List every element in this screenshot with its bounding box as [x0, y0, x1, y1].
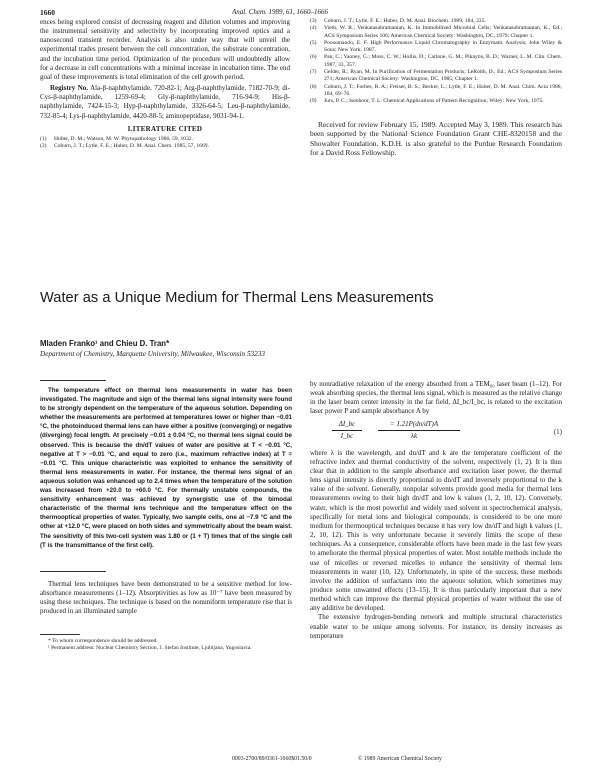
footer-copyright: © 1989 American Chemical Society	[358, 756, 442, 762]
reference-item: (3) Coburn, J. T.; Lytle, F. E.; Huber, D. M. Anal. Biochem. 1989, 184, 335.	[310, 18, 486, 24]
registry-text: Ala-β-naphthylamide, 720-82-1; Arg-β-naphthylamide, 7182-70-9; di-Cys-β-naphthylamide, 1259-69-4; Gly-β-naphthylamide, 716-94-9; His-β-naphthylamide, 7424-15-3; Hyp-β-naphthylamide, 3326-64-5; Leu-β-naphthylamide, 732-85-4; Lys-β-naphthylamide, 4420-88-5; aminopeptidase, 9031-94-1.	[40, 84, 290, 120]
footnote-correspondence: * To whom correspondence should be addressed.	[48, 638, 158, 644]
left-top-column	[40, 18, 290, 150]
reference-item: (7) Gelder, R.; Ryan, M. In Purification of Fermentation Products; LeRoith, D., Ed.; ACS Symposium Series 271; American Chemical Society: Washington, DC, 1985; Chapter 1.	[310, 69, 562, 83]
reference-item: (5) Poosomando, E. F. High Performance Liquid Chromatography in Enzymatic Analysis; John Wiley & Sons: New York, 1987.	[310, 39, 562, 54]
footnotes	[40, 638, 292, 652]
registry-paragraph	[40, 84, 290, 121]
literature-list-right	[310, 18, 562, 106]
introduction-left	[40, 580, 292, 617]
abstract-bottom-rule	[40, 571, 106, 572]
article-authors: Mladen Franko¹ and Chieu D. Tran*	[40, 339, 170, 348]
right-body-column	[310, 380, 562, 641]
abstract-top-rule	[40, 380, 106, 381]
literature-cited-heading: LITERATURE CITED	[127, 124, 203, 133]
reference-item: (4) Vieth, W. R.; Venkatasubramanian, K. In Immobilized Microbial Cells; Venkatasubramanian, K., Ed.; ACS Symposium Series 106; American Chemical Society: Washington, DC, 1979; Chapter 1.	[310, 25, 562, 39]
reference-item: (1) Huber, D. M.; Watson, M. W. Phytopathology 1986, 59, 1032.	[40, 135, 194, 142]
registry-label: Registry No.	[50, 84, 89, 93]
equation-rhs-denominator: λk	[410, 431, 418, 440]
reference-item: (9) Jurs, P. C.; Isenhour, T. L. Chemical Applications of Pattern Recognition; Wiley: New York, 1975.	[310, 98, 544, 105]
article-title: Water as a Unique Medium for Thermal Lens Measurements	[40, 290, 434, 306]
conclusion-paragraph: ences being explored consist of decreasing reagent and dilution volumes and improving the instrumental sensitivity and selectivity by incorporating improved optics and a nanosecond transient recorder. Analysis is also under way that will unveil the experimental trades present between the cell concentration, the substrate concentration, and the incubation time period. Optimization of the procedure will undoubtedly allow for a decrease in cell concentrations with a minimal increase in incubation time. The end goal of these improvements is total elimination of the cell growth period.	[40, 18, 290, 81]
body-paragraph-3: The extensive hydrogen-bonding network and multiple structural characteristics enable water to be unique among solvents. For instance, its density increases as temperature	[310, 613, 562, 640]
reference-item: (6) Pan, C.; Yaoney, G.; Moss, C. W.; Hollis, D.; Carlone, G. M.; Pikaytis, B. D.; Warner, L. M. Clin. Chem. 1987, 33, 357.	[310, 54, 562, 68]
footer-code: 0003-2700/89/0361-1660$01.50/0	[232, 756, 312, 762]
equation-number: (1)	[553, 427, 562, 436]
right-top-column	[310, 18, 562, 158]
equation-lhs-numerator: ΔI_bc	[338, 419, 356, 428]
footnote-rule	[40, 634, 80, 635]
equation-1	[310, 420, 562, 446]
abstract: The temperature effect on thermal lens measurements in water has been investigated. The magnitude and sign of the thermal lens signal intensity were found to be strongly dependent on the temperature of the aqueous solution. Depending on whether the measurements are performed at temperatures lower or higher than −0.01 °C, the photoinduced thermal lens can have either a positive (converging) or negative (diverging) focal length. At precisely −0.01 ± 0.04 °C, no thermal lens signal could be observed. This is because the dn/dT values of water are positive at T < −0.01 °C, negative at T > −0.01 °C, and equal to zero (i.e., maximum refractive index) at T = −0.01 °C. This unique characteristic was exploited to enhance the sensitivity of thermal lens measurements in water. For instance, the thermal lens signal of an aqueous solution was enhanced up to 2.4 times when the temperature of the solution was increased from +20.0 to +60.0 °C. For thermally unstable compounds, the sensitivity enhancement was achieved by synergistic use of the bimodal characteristic of the thermal lens technique and the temperature effect on the thermooptical properties of water. Typically, two sample cells, one at −7.9 °C and the other at +12.0 °C, were placed on both sides and symmetrically about the beam waist. The sensitivity of this two-cell system was 1.80 or (1 + T) times that of the single cell (T is the transmittance of the first cell).	[40, 387, 292, 549]
page-number: 1660	[40, 8, 55, 17]
body-paragraph-1: by nonradiative relaxation of the energy absorbed from a TEM₀₀ laser beam (1–12). For weak absorbing species, the thermal lens signal, which is measured as the relative change in the laser beam center intensity in the far field, ΔI_bc/I_bc, is related to the excitation laser power P and sample absorbance A by	[310, 380, 562, 416]
reference-item: (8) Coburn, J. T.; Forbes, R. A.; Freiser, B. S.; Becker, L.; Lytle, F. E.; Huber, D. M. Anal. Chim. Acta 1988, 184, 69–76.	[310, 83, 562, 97]
body-paragraph-2: where λ is the wavelength, and dn/dT and k are the temperature coefficient of the refractive index and thermal conductivity of the solvent, respectively (1, 2). It is thus clear that in addition to the sample absorbance and excitation laser power, the thermal lens signal intensity is directly proportional to dn/dT and inversely proportional to the k value of the solvent. Generally, nonpolar solvents provide good media for thermal lens measurements owing to their high dn/dT and low k values (1, 2, 10, 12). Conversely, water, which is the most powerful and widely used solvent in spectrochemical analysis, specifically for metal ions and biological compounds, is considered to be one more medium for thermooptical techniques because it has very low dn/dT and high k values (1, 2, 10, 12). This is very unfortunate because it severely limits the scope of these techniques. As a consequence, considerable efforts have been made in the last few years to ameliorate the thermal physical properties of water. Most notable methods include the use of micelles or reversed micelles to enhance the sensitivity of thermal lens measurements in water (10, 12). Unfortunately, in spite of the success, these methods involve the addition of surfactants into the aqueous solution, which sometimes may produce some unwanted effects (13–15). It is thus particularly important that a new method which can improve the thermal physical properties of water without the use of any additive be developed.	[310, 448, 562, 613]
running-header: Anal. Chem. 1989, 61, 1660–1666	[232, 8, 329, 16]
intro-paragraph: Thermal lens techniques have been demonstrated to be a sensitive method for low-absorbance measurements (1–12). Absorptivities as low as 10⁻⁷ have been measured by using these techniques. The technique is based on the nonuniform temperature rise that is produced in an illuminated sample	[40, 580, 292, 616]
received-note: Received for review February 15, 1989. Accepted May 3, 1989. This research has been supported by the National Science Foundation Grant CHE-8320158 and the Showalter Foundation. K.D.H. is also grateful to the Purdue Research Foundation for a David Ross Fellowship.	[310, 119, 562, 158]
footnote-address: ¹ Permanent address: Nuclear Chemistry Section, J. Stefan Institute, Ljubljana, Yugoslavia.	[48, 645, 252, 651]
article-affiliation: Department of Chemistry, Marquette University, Milwaukee, Wisconsin 53233	[40, 350, 265, 358]
equation-rhs-numerator: = 1.21P(dn/dT)A	[389, 419, 439, 428]
equation-lhs-denominator: I_bc	[340, 431, 354, 440]
reference-item: (2) Coburn, J. T.; Lytle, F. E.; Huber, D. M. Anal. Chem. 1985, 57, 1669.	[40, 143, 209, 150]
literature-list-left	[40, 136, 290, 151]
